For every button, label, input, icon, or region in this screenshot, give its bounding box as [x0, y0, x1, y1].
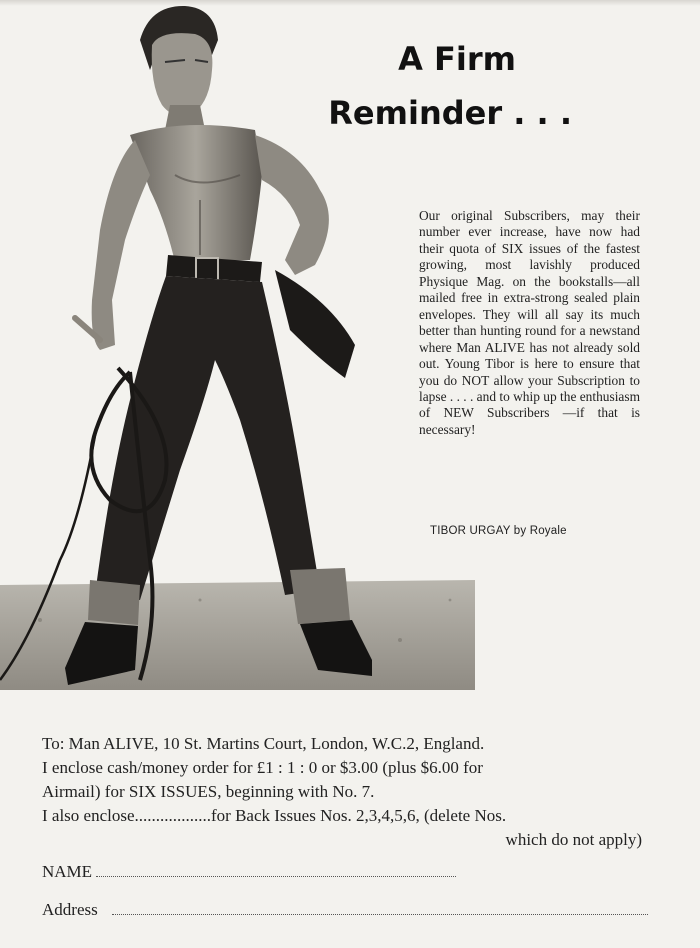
address-label: Address: [42, 900, 98, 919]
name-entry-line[interactable]: [96, 862, 456, 877]
subscription-form: [42, 732, 648, 922]
back-issues-line-1: I also enclose..................for Back Issues Nos. 2,3,4,5,6, (delete Nos.: [42, 806, 507, 825]
address-field[interactable]: [42, 898, 648, 922]
address-entry-line[interactable]: [112, 900, 648, 915]
name-field[interactable]: [42, 860, 648, 884]
headline-line-2: Reminder . . .: [328, 94, 572, 132]
body-copy: Our original Subscribers, may their number ever increase, have now had their quota of SIX issues of the fastest growing, most lavishly produced Physique Mag. on the bookstalls—all mailed free in extra-strong sealed plain envelopes. They will all say its much better than hunting round for a newstand where Man ALIVE has not already sold out. Young Tibor is here to ensure that you do NOT allow your Subscription to lapse . . . . and to whip up the enthusiasm of NEW Subscribers —if that is necessary!: [419, 208, 640, 437]
photo-caption: TIBOR URGAY by Royale: [430, 525, 567, 537]
headline: [232, 32, 572, 140]
name-label: NAME: [42, 862, 93, 881]
back-issues-line-2: which do not apply): [505, 830, 642, 849]
headline-line-1: A Firm: [398, 40, 516, 78]
enclose-line-2: Airmail) for SIX ISSUES, beginning with No. 7.: [42, 782, 375, 801]
mailing-address-line: To: Man ALIVE, 10 St. Martins Court, London, W.C.2, England.: [42, 734, 485, 753]
enclose-line-1: I enclose cash/money order for £1 : 1 : 0 or $3.00 (plus $6.00 for: [42, 758, 483, 777]
